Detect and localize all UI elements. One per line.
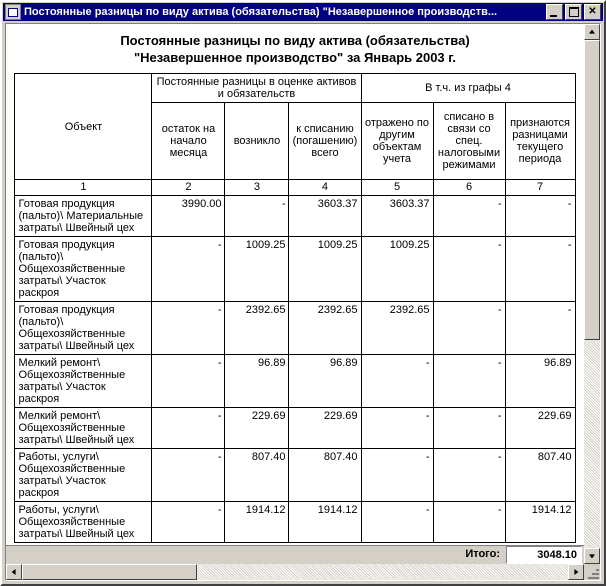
cell-object: Готовая продукция (пальто)\ Общехозяйственные затраты\ Швейный цех — [15, 302, 152, 355]
cell-c3: 229.69 — [225, 408, 289, 449]
total-value: 3048.10 — [506, 546, 582, 564]
vscroll-thumb[interactable] — [584, 40, 600, 340]
cell-c4: 229.69 — [289, 408, 361, 449]
col-num-1: 1 — [15, 180, 152, 196]
header-sub-2: возникло — [225, 103, 289, 180]
cell-c2: - — [152, 355, 225, 408]
header-group-1: Постоянные разницы в оценке активов и обязательств — [152, 74, 361, 103]
cell-c5: - — [361, 355, 433, 408]
scroll-up-button[interactable] — [584, 24, 600, 40]
header-sub-1: остаток на начало месяца — [152, 103, 225, 180]
cell-object: Готовая продукция (пальто)\ Общехозяйственные затраты\ Участок раскроя — [15, 237, 152, 302]
col-num-4: 4 — [289, 180, 361, 196]
scroll-down-button[interactable] — [584, 548, 600, 564]
cell-c7: - — [505, 196, 575, 237]
table-column-numbers-row — [15, 180, 575, 196]
chevron-right-icon — [574, 569, 578, 575]
cell-c6: - — [433, 355, 505, 408]
cell-c6: - — [433, 449, 505, 502]
header-sub-3: к списанию (погашению) всего — [289, 103, 361, 180]
cell-c3: 1009.25 — [225, 237, 289, 302]
client-area — [5, 23, 601, 581]
table-row[interactable] — [15, 408, 575, 449]
cell-c5: - — [361, 408, 433, 449]
header-object: Объект — [15, 74, 152, 180]
col-num-7: 7 — [505, 180, 575, 196]
table-row[interactable] — [15, 355, 575, 408]
page-title-line1: Постоянные разницы по виду актива (обязательства) — [120, 33, 470, 48]
scroll-left-button[interactable] — [6, 564, 22, 580]
cell-c2: - — [152, 237, 225, 302]
vertical-scrollbar[interactable] — [584, 24, 600, 564]
cell-object: Мелкий ремонт\ Общехозяйственные затраты\ Участок раскроя — [15, 355, 152, 408]
cell-object: Работы, услуги\ Общехозяйственные затраты\ Швейный цех — [15, 502, 152, 543]
cell-c7: 229.69 — [505, 408, 575, 449]
cell-c3: 807.40 — [225, 449, 289, 502]
cell-c3: 96.89 — [225, 355, 289, 408]
cell-c3: 2392.65 — [225, 302, 289, 355]
table-row[interactable] — [15, 196, 575, 237]
cell-c5: - — [361, 449, 433, 502]
cell-c4: 1009.25 — [289, 237, 361, 302]
header-sub-5: списано в связи со спец. налоговыми режимами — [433, 103, 505, 180]
title-bar[interactable] — [3, 3, 603, 21]
close-button[interactable]: ✕ — [584, 4, 601, 20]
page-title-line2: "Незавершенное производство" за Январь 2003 г. — [133, 50, 457, 65]
table-row[interactable] — [15, 449, 575, 502]
scrollbar-corner — [584, 564, 600, 580]
total-label: Итого: — [465, 548, 500, 560]
cell-c4: 2392.65 — [289, 302, 361, 355]
col-num-3: 3 — [225, 180, 289, 196]
col-num-2: 2 — [152, 180, 225, 196]
cell-c3: 1914.12 — [225, 502, 289, 543]
window-title: Постоянные разницы по виду актива (обязательства) "Незавершенное производств... — [24, 6, 498, 18]
cell-c6: - — [433, 196, 505, 237]
cell-c4: 96.89 — [289, 355, 361, 408]
cell-c5: 2392.65 — [361, 302, 433, 355]
cell-c4: 807.40 — [289, 449, 361, 502]
report-table — [14, 73, 575, 543]
cell-c7: - — [505, 237, 575, 302]
chevron-up-icon — [589, 30, 595, 34]
cell-c6: - — [433, 502, 505, 543]
cell-c6: - — [433, 302, 505, 355]
horizontal-scrollbar[interactable] — [6, 564, 584, 580]
scroll-right-button[interactable] — [568, 564, 584, 580]
cell-c7: - — [505, 302, 575, 355]
page-title — [6, 24, 584, 66]
minimize-button[interactable] — [546, 4, 563, 20]
cell-c7: 1914.12 — [505, 502, 575, 543]
col-num-5: 5 — [361, 180, 433, 196]
header-sub-4: отражено по другим объектам учета — [361, 103, 433, 180]
cell-c7: 96.89 — [505, 355, 575, 408]
col-num-6: 6 — [433, 180, 505, 196]
total-bar — [6, 545, 584, 564]
cell-c2: - — [152, 449, 225, 502]
report-sheet — [6, 24, 584, 564]
cell-c2: 3990.00 — [152, 196, 225, 237]
cell-c6: - — [433, 237, 505, 302]
cell-object: Готовая продукция (пальто)\ Материальные затраты\ Швейный цех — [15, 196, 152, 237]
cell-c6: - — [433, 408, 505, 449]
table-row[interactable] — [15, 237, 575, 302]
cell-c4: 3603.37 — [289, 196, 361, 237]
cell-c5: 1009.25 — [361, 237, 433, 302]
document-icon[interactable] — [5, 4, 21, 20]
cell-c2: - — [152, 408, 225, 449]
table-header-row-1 — [15, 74, 575, 103]
cell-c5: - — [361, 502, 433, 543]
cell-c2: - — [152, 502, 225, 543]
maximize-button[interactable] — [565, 4, 582, 20]
table-row[interactable] — [15, 502, 575, 543]
hscroll-thumb[interactable] — [22, 564, 197, 580]
chevron-down-icon — [589, 554, 595, 558]
header-group-2: В т.ч. из графы 4 — [361, 74, 575, 103]
cell-c4: 1914.12 — [289, 502, 361, 543]
cell-c3: - — [225, 196, 289, 237]
window-controls — [546, 4, 601, 20]
cell-object: Работы, услуги\ Общехозяйственные затраты\ Участок раскроя — [15, 449, 152, 502]
cell-c2: - — [152, 302, 225, 355]
cell-object: Мелкий ремонт\ Общехозяйственные затраты\ Швейный цех — [15, 408, 152, 449]
cell-c5: 3603.37 — [361, 196, 433, 237]
resize-grip-icon[interactable] — [586, 566, 599, 579]
table-row[interactable] — [15, 302, 575, 355]
cell-c7: 807.40 — [505, 449, 575, 502]
chevron-left-icon — [12, 569, 16, 575]
header-sub-6: признаются разницами текущего периода — [505, 103, 575, 180]
